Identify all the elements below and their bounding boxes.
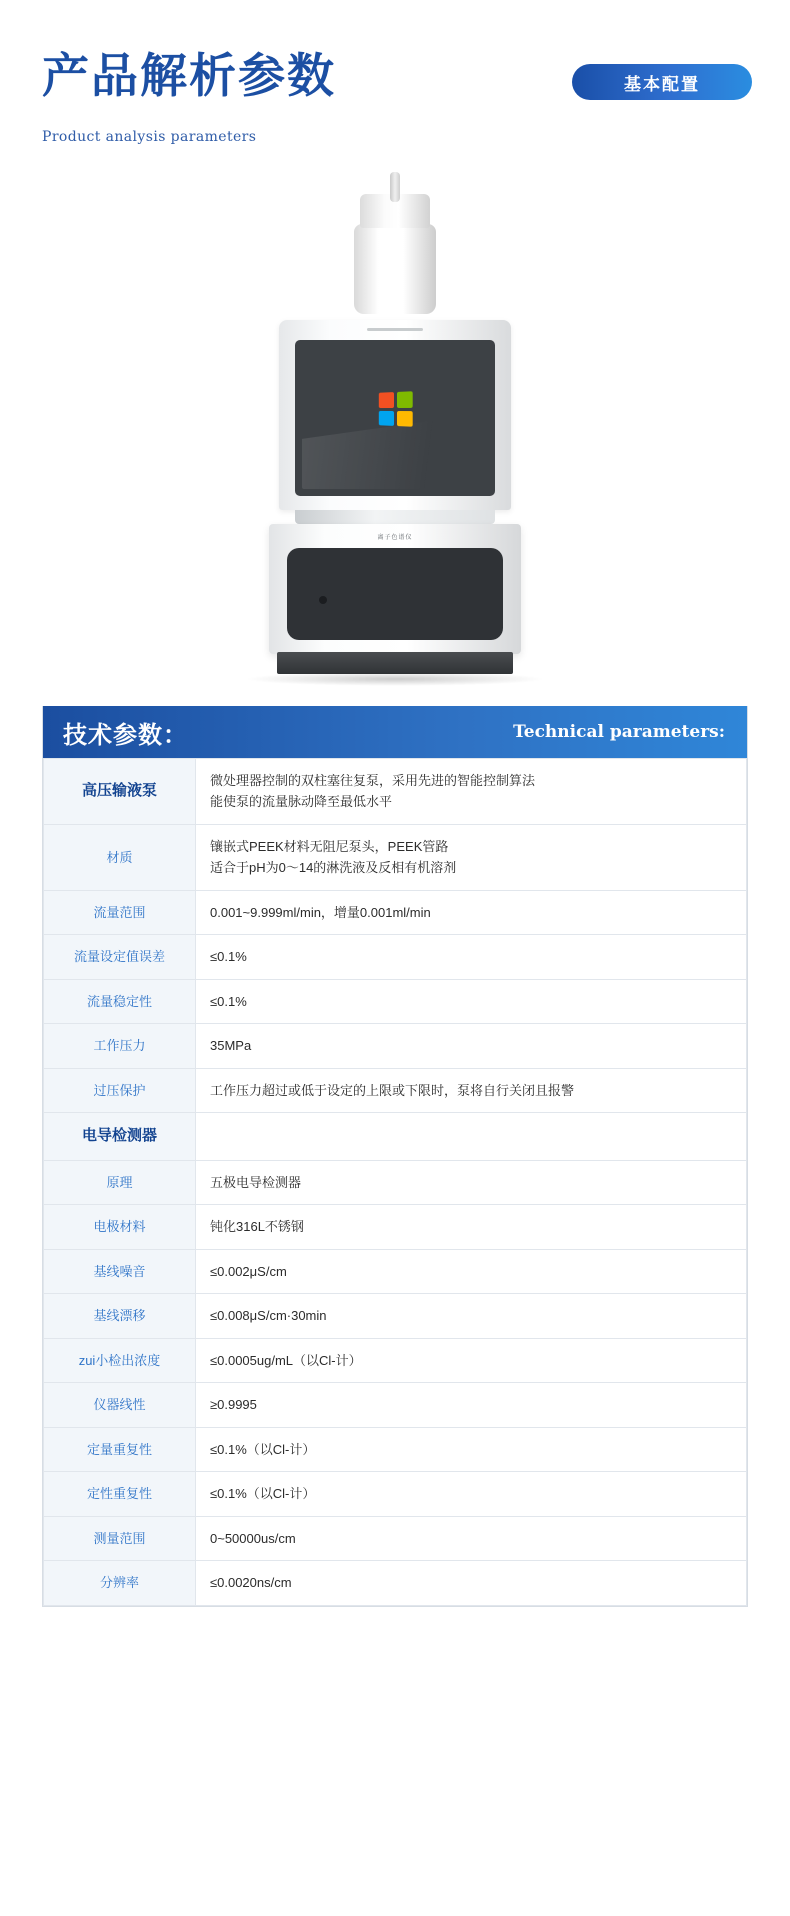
spec-value	[196, 824, 747, 890]
spec-value	[196, 1338, 747, 1383]
table-row	[44, 979, 747, 1024]
spec-value	[196, 1024, 747, 1069]
table-row	[44, 1294, 747, 1339]
eluent-bottle-cap	[360, 194, 430, 228]
table-header-en: Technical parameters:	[513, 722, 725, 742]
eluent-bottle-body	[354, 224, 436, 314]
spec-label: 过压保护	[44, 1068, 196, 1113]
spec-value	[196, 890, 747, 935]
spec-value	[196, 1068, 747, 1113]
spec-value-line: ≤0.1%	[210, 993, 247, 1009]
spec-label: 高压输液泵	[44, 759, 196, 825]
device-shadow	[245, 672, 545, 686]
table-row	[44, 1160, 747, 1205]
table-row	[44, 1249, 747, 1294]
base-panel-knob	[319, 596, 327, 604]
spec-value	[196, 979, 747, 1024]
spec-label: 流量设定值误差	[44, 935, 196, 980]
spec-value-line: 0.001~9.999ml/min，增量0.001ml/min	[210, 904, 431, 920]
table-header	[43, 706, 747, 758]
table-row	[44, 1516, 747, 1561]
spec-value-line: 工作压力超过或低于设定的上限或下限时，泵将自行关闭且报警	[210, 1082, 575, 1098]
page-subtitle: Product analysis parameters	[42, 128, 257, 145]
spec-label: 分辨率	[44, 1561, 196, 1606]
spec-value-line: ≤0.002μS/cm	[210, 1263, 287, 1279]
spec-value-line: 镶嵌式PEEK材料无阻尼泵头，PEEK管路	[210, 838, 449, 854]
spec-value-line: 能使泵的流量脉动降至最低水平	[210, 794, 393, 810]
tech-parameters-table	[42, 706, 748, 1607]
table-row	[44, 824, 747, 890]
windows-logo-icon	[379, 392, 413, 428]
table-row	[44, 1383, 747, 1428]
spec-value	[196, 1205, 747, 1250]
spec-table	[43, 758, 747, 1606]
spec-value-line: 适合于pH为0～14的淋洗液及反相有机溶剂	[210, 860, 457, 876]
spec-value-line: 微处理器控制的双柱塞往复泵，采用先进的智能控制算法	[210, 773, 536, 788]
spec-value	[196, 935, 747, 980]
spec-value-line: ≥0.9995	[210, 1397, 257, 1413]
spec-table-body	[44, 759, 747, 1606]
spec-label: 流量稳定性	[44, 979, 196, 1024]
device-caption: 离子色谱仪	[377, 535, 413, 541]
spec-value-line: ≤0.1%	[210, 949, 247, 965]
monitor-vent-slot	[367, 328, 423, 331]
table-row	[44, 1561, 747, 1606]
table-header-cn: 技术参数：	[63, 720, 188, 749]
spec-value-line: 五极电导检测器	[210, 1174, 302, 1190]
ion-chromatograph-illustration	[225, 194, 565, 694]
spec-value	[196, 759, 747, 825]
spec-label: 定性重复性	[44, 1472, 196, 1517]
spec-value	[196, 1472, 747, 1517]
spec-value-line: ≤0.0005ug/mL（以Cl-计）	[210, 1352, 362, 1368]
spec-value	[196, 1294, 747, 1339]
table-row	[44, 1338, 747, 1383]
display-screen	[302, 347, 488, 489]
table-row	[44, 1068, 747, 1113]
spec-label: 定量重复性	[44, 1427, 196, 1472]
spec-value	[196, 1113, 747, 1161]
spec-value-line: ≤0.1%（以Cl-计）	[210, 1441, 316, 1457]
page-header	[0, 0, 790, 190]
spec-value-line: ≤0.1%（以Cl-计）	[210, 1486, 316, 1502]
spec-label: 测量范围	[44, 1516, 196, 1561]
device-plinth	[277, 652, 513, 674]
spec-label: 电极材料	[44, 1205, 196, 1250]
table-row	[44, 759, 747, 825]
table-row	[44, 935, 747, 980]
page-title: 产品解析参数	[42, 49, 336, 104]
product-image	[0, 194, 790, 694]
monitor-stand	[295, 510, 495, 524]
eluent-bottle-neck	[390, 172, 400, 202]
spec-value	[196, 1383, 747, 1428]
spec-value-line: ≤0.008μS/cm·30min	[210, 1308, 327, 1324]
spec-value	[196, 1561, 747, 1606]
screen-bezel	[295, 340, 495, 496]
spec-label: 材质	[44, 824, 196, 890]
table-row	[44, 1205, 747, 1250]
spec-value	[196, 1427, 747, 1472]
spec-label: 工作压力	[44, 1024, 196, 1069]
table-row	[44, 1427, 747, 1472]
spec-label: 流量范围	[44, 890, 196, 935]
spec-value-line: 钝化316L不锈钢	[210, 1219, 304, 1235]
analyzer-base-unit	[269, 524, 521, 654]
table-row	[44, 1472, 747, 1517]
monitor-unit	[279, 320, 511, 510]
base-access-panel	[287, 548, 503, 640]
table-row	[44, 890, 747, 935]
spec-label: 仪器线性	[44, 1383, 196, 1428]
spec-value	[196, 1160, 747, 1205]
spec-value	[196, 1516, 747, 1561]
spec-label: zui小检出浓度	[44, 1338, 196, 1383]
spec-value-line: 0~50000us/cm	[210, 1530, 296, 1546]
spec-label: 基线噪音	[44, 1249, 196, 1294]
spec-label: 基线漂移	[44, 1294, 196, 1339]
spec-value-line: ≤0.0020ns/cm	[210, 1575, 292, 1591]
status-badge: 基本配置	[572, 64, 752, 100]
spec-label: 原理	[44, 1160, 196, 1205]
spec-value-line: 35MPa	[210, 1038, 252, 1054]
table-row	[44, 1113, 747, 1161]
spec-value	[196, 1249, 747, 1294]
spec-label: 电导检测器	[44, 1113, 196, 1161]
table-row	[44, 1024, 747, 1069]
